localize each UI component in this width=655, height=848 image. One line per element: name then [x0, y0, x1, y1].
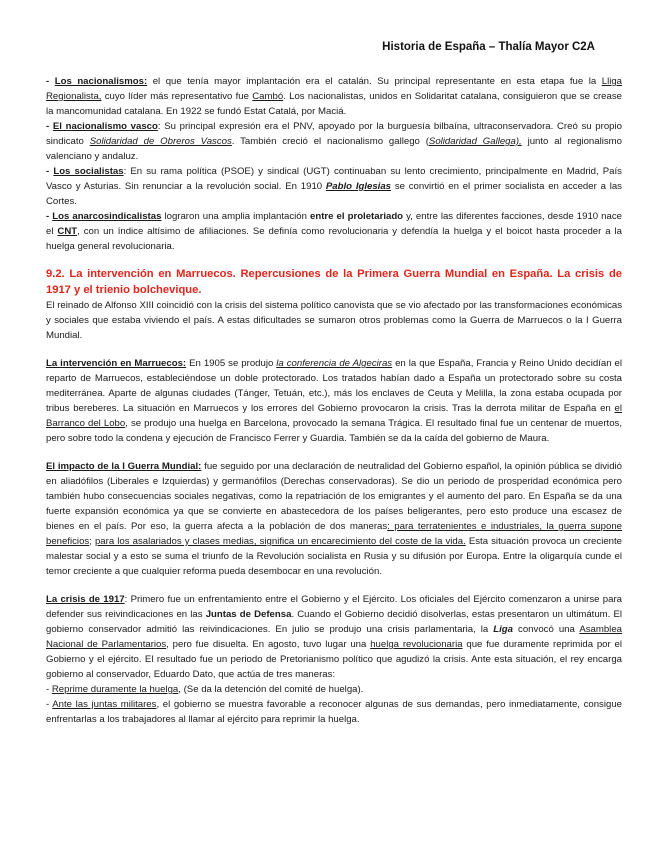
- term-cnt: CNT: [57, 226, 78, 237]
- bullet: -: [46, 211, 53, 222]
- paragraph-nacionalismos: [46, 74, 622, 119]
- term-anarcosindicalistas: Los anarcosindicalistas: [52, 211, 162, 222]
- text: Esta situación provoca un creciente malestar social y a esto se suma el triunfo de la Revolución socialista en Rusia y su difusión por Europa. Entre la oligarquía cunde el temor creciente a que cualquier reforma pueda desembocar en una revolución.: [46, 536, 622, 577]
- text: convocó una: [513, 624, 580, 635]
- term-impacto-guerra: El impacto de la I Guerra Mundial:: [46, 461, 202, 472]
- term-lliga: Lliga Regionalista,: [46, 76, 623, 102]
- spacer: [46, 579, 622, 592]
- text: , se produjo una huelga en Barcelona, provocado la semana Trágica. El resultado final fue un centenar de muertos, pero sobre todo la condena y ejecución de Francisco Ferrer y Guardia. También se da la caída del gobierno de Maura.: [46, 418, 623, 444]
- dash: -: [46, 699, 53, 710]
- term-huelga-revolucionaria: huelga revolucionaria: [370, 639, 463, 650]
- term-barranco-lobo: el Barranco del Lobo: [46, 403, 622, 429]
- text: junto al regionalismo valenciano y andaluz.: [46, 136, 622, 162]
- document-body: [46, 74, 622, 727]
- section-heading: 9.2. La intervención en Marruecos. Repercusiones de la Primera Guerra Mundial en España. La crisis de 1917 y el trienio bolchevique.: [46, 268, 622, 296]
- text: , el gobierno se muestra favorable a reconocer algunas de sus demandas, pero inmediatamente, consigue enfrentarlas a los trabajadores al llamar al ejército para reprimir la huelga.: [46, 699, 622, 725]
- term-socialistas: Los socialistas: [53, 166, 124, 177]
- term-nacionalismos: Los nacionalismos:: [54, 76, 148, 87]
- term-terratenientes: : para terratenientes e industriales, la guerra supone beneficios: [46, 521, 623, 547]
- text: . Los nacionalistas, unidos en Solidaritat catalana, consiguieron que se crease la mancomunidad catalana. En 1922 se fundó Estat Catalá, por Maciá.: [46, 91, 622, 117]
- text: : Su principal expresión era el PNV, apoyado por la burguesía bilbaína, ultraconservadora. Creó su propio sindicato: [46, 121, 622, 147]
- spacer: [46, 343, 622, 356]
- list-item-juntas: [46, 697, 622, 727]
- page-header: Historia de España – Thalía Mayor C2A: [382, 41, 595, 53]
- bullet: -: [46, 166, 54, 177]
- dash: -: [46, 684, 52, 695]
- paragraph-nacionalismo-vasco: [46, 119, 622, 164]
- text: : Primero fue un enfrentamiento entre el Gobierno y el Ejército. Los oficiales del Ejército comenzaron a unirse para defender sus reivindicaciones en las: [46, 594, 622, 620]
- paragraph-anarcosindicalistas: [46, 209, 622, 254]
- list-item-reprime: [46, 682, 622, 697]
- bullet: -: [46, 76, 55, 87]
- term-conferencia-algeciras: la conferencia de Algeciras: [276, 358, 393, 369]
- term-asalariados: para los asalariados y clases medias, significa un encarecimiento del coste de la vida.: [94, 536, 466, 547]
- text: En 1905 se produjo: [186, 358, 277, 369]
- term-asamblea: Asamblea Nacional de Parlamentarios: [46, 624, 622, 650]
- text: en la que España, Francia y Reino Unido decidían el reparto de Marruecos, estableciéndose un doble protectorado. Los tratados habían dado a España un protectorado sobre su costa mediterránea. Aparte de algunas ciudades (Tánger, Tetuán, etc.), más los enclaves de Ceuta y Melilla, la zona estaba ocupada por tribus bereberes. La situación en Marruecos y los errores del Gobierno provocaron la crisis. Tras la derrota militar de España en: [46, 358, 622, 414]
- term-pablo-iglesias: Pablo Iglesias: [325, 181, 392, 192]
- spacer: [46, 446, 622, 459]
- text: el que tenía mayor implantación era el catalán. Su principal representante en esta etapa fue la: [147, 76, 602, 87]
- text: : En su rama política (PSOE) y sindical (UGT) continuaban su lento crecimiento, principalmente en Madrid, País Vasco y Asturias. Sin renunciar a la revolución social. En 1910: [46, 166, 622, 192]
- paragraph-intro: El reinado de Alfonso XIII coincidió con la crisis del sistema político canovista que se vio afectado por las transformaciones económicas y sociales que estaba viviendo el país. A estas dificultades se sumaron otros problemas como la Guerra de Marruecos o la I Guerra Mundial.: [46, 300, 622, 341]
- term-cambo: Cambó: [252, 91, 284, 102]
- text: fue seguido por una declaración de neutralidad del Gobierno español, la opinión pública se dividió en aliadófilos (Liberales e Izquierdas) y germanófilos (Derechas conservadoras). Se dio un periodo de prosperidad económica pero también hubo consecuencias sociales negativas, como la repatriación de los emigrantes y el aumento del paro. En España se da una fuerte expansión económica ya que se convierte en abastecedora de los países beligerantes, pero esto produce una escasez de bienes en el país. Por eso, la guerra afecta a la población de dos maneras: [46, 461, 622, 532]
- term-liga: Liga: [493, 624, 514, 635]
- text: se convirtió en el primer socialista en acceder a las Cortes.: [46, 181, 622, 207]
- text: y, entre las diferentes facciones, desde 1910 nace el: [46, 211, 622, 237]
- text: cuyo líder más representativo fue: [101, 91, 253, 102]
- term-intervencion-marruecos: La intervención en Marruecos:: [46, 358, 187, 369]
- term-juntas-defensa: Juntas de Defensa: [205, 609, 292, 620]
- spacer: [46, 254, 622, 267]
- paragraph-socialistas: [46, 164, 622, 209]
- bullet: -: [46, 121, 53, 132]
- text: . Cuando el Gobierno decidió disolverlas, estas presentaron un ultimátum. El gobierno conservador admitió las reivindicaciones. En julio se produjo una crisis parlamentaria, la: [46, 609, 623, 635]
- term-proletariado: entre el proletariado: [310, 211, 404, 222]
- term-reprime-huelga: Reprime duramente la huelga: [51, 684, 179, 695]
- term-solidaridad-obreros: Solidaridad de Obreros Vascos: [89, 136, 232, 147]
- text: , con un índice altísimo de afiliaciones. Se definía como revolucionaria y defendía la huelga y el boicot hasta proceder a la huelga general revolucionaria.: [46, 226, 622, 252]
- term-juntas-militares: Ante las juntas militares: [52, 699, 157, 710]
- text: que fue duramente reprimida por el Gobierno y el ejército. El resultado fue un periodo de Pretorianismo político que agudizó la crisis. Ante esta situación, el rey encarga gobierno al conservador, Eduardo Dato, que actúa de tres maneras:: [46, 639, 623, 680]
- text: , (Se da la detención del comité de huelga).: [178, 684, 364, 695]
- term-crisis-1917: La crisis de 1917: [46, 594, 125, 605]
- text: lograron una amplia implantación: [161, 211, 311, 222]
- term-nacionalismo-vasco: El nacionalismo vasco: [52, 121, 158, 132]
- paragraph-marruecos: [46, 356, 622, 446]
- text: , pero fue disuelta. En agosto, tuvo lugar una: [166, 639, 371, 650]
- paragraph-crisis-1917: [46, 592, 622, 682]
- term-solidaridad-gallega: Solidaridad Gallega),: [428, 136, 522, 147]
- text: ;: [89, 536, 95, 547]
- paragraph-guerra-mundial: [46, 459, 622, 579]
- text: . También creció el nacionalismo gallego (: [231, 136, 429, 147]
